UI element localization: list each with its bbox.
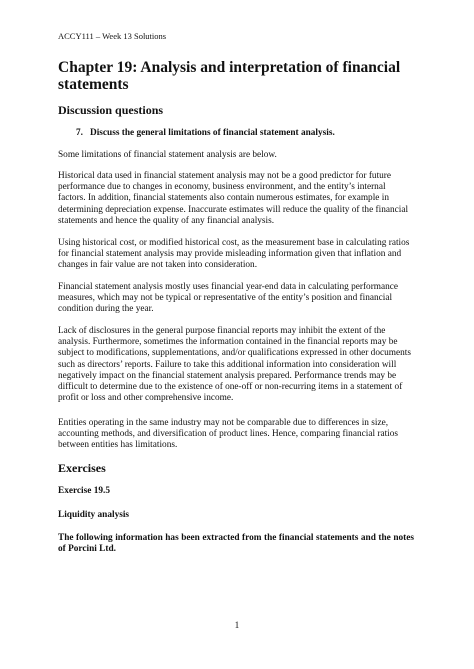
answer-intro-paragraph: Some limitations of financial statement analysis are below. [58, 150, 277, 160]
question-number: 7. [76, 128, 83, 138]
exercise-title: Exercise 19.5 [58, 486, 110, 496]
question-text: Discuss the general limitations of financial statement analysis. [90, 128, 335, 138]
page-number: 1 [234, 621, 240, 631]
answer-paragraph-historical-cost: Using historical cost, or modified historical cost, as the measurement base in calculating ratios for financial statement analysis may provide misleading information given that inflation and changes in fair value are not taken into consideration. [58, 238, 410, 271]
page-header: ACCY111 – Week 13 Solutions [58, 31, 167, 41]
answer-paragraph-historical-data: Historical data used in financial statement analysis may not be a good predictor for future performance due to changes in economy, business environment, and the entity’s internal factors. In addition, financial statements also contain numerous estimates, for example in determining depreciation expense. Inaccurate estimates will reduce the quality of the financial statements and hence the quality of any financial analysis. [58, 171, 409, 226]
exercises-heading: Exercises [58, 461, 106, 475]
question-7 [76, 128, 335, 139]
answer-paragraph-year-end-data: Financial statement analysis mostly uses financial year-end data in calculating performance measures, which may not be typical or representative of the entity’s position and financial condition during the year. [58, 282, 399, 315]
exercise-subheading: Liquidity analysis [58, 510, 130, 520]
discussion-heading: Discussion questions [58, 103, 164, 117]
answer-paragraph-comparability: Entities operating in the same industry may not be comparable due to differences in size, accounting methods, and diversification of product lines. Hence, comparing financial ratios between entities has limitations. [58, 418, 399, 451]
chapter-title: Chapter 19: Analysis and interpretation of financial statements [58, 59, 401, 93]
exercise-intro: The following information has been extracted from the financial statements and the notes of Porcini Ltd. [58, 533, 414, 555]
answer-paragraph-disclosures: Lack of disclosures in the general purpose financial reports may inhibit the extent of the analysis. Furthermore, sometimes the information contained in the financial reports may be subject to modifications, supplementations, and/or qualifications expressed in other documents such as directors’ reports. Failure to take this additional information into consideration will negatively impact on the financial statement analysis prepared. Performance trends may be difficult to determine due to the existence of one-off or non-recurring items in a statement of profit or loss and other comprehensive income. [58, 326, 411, 404]
